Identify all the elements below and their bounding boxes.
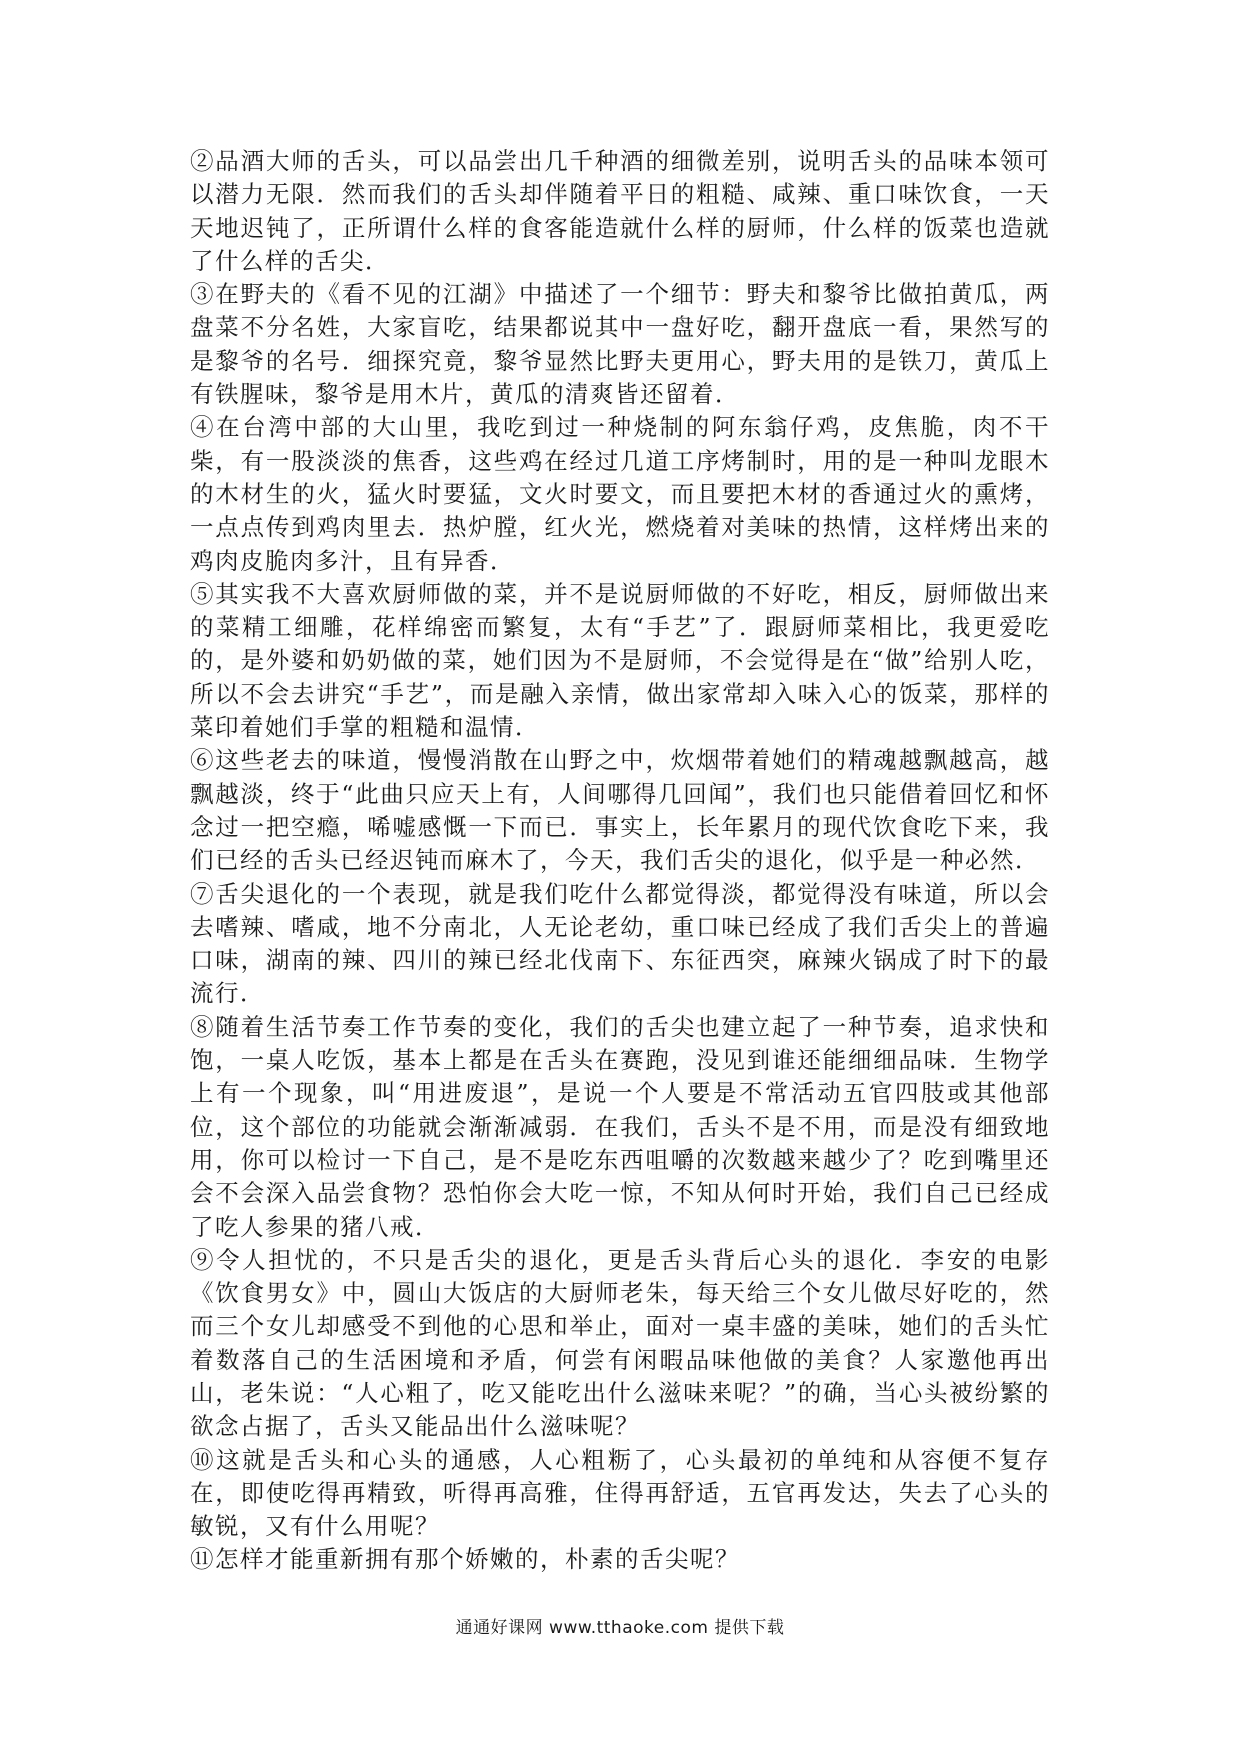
page-footer: 通通好课网 www.tthaoke.com 提供下载 (455, 1618, 785, 1638)
paragraph-2: ②品酒大师的舌头，可以品尝出几千种酒的细微差别，说明舌头的品味本领可以潜力无限．然而我们的舌头却伴随着平日的粗糙、咸辣、重口味饮食，一天天地迟钝了，正所谓什么样的食客能造就什么样的厨师，什么样的饭菜也造就了什么样的舌尖． (190, 147, 1050, 275)
paragraph-6: ⑥这些老去的味道，慢慢消散在山野之中，炊烟带着她们的精魂越飘越高，越飘越淡，终于“此曲只应天上有，人间哪得几回闻”，我们也只能借着回忆和怀念过一把空瘾，唏嘘感慨一下而已．事实上，长年累月的现代饮食吃下来，我们已经的舌头已经迟钝而麻木了，今天，我们舌尖的退化，似乎是一种必然． (190, 746, 1050, 875)
paragraph-5: ⑤其实我不大喜欢厨师做的菜，并不是说厨师做的不好吃，相反，厨师做出来的菜精工细雕，花样绵密而繁复，太有“手艺”了．跟厨师菜相比，我更爱吃的，是外婆和奶奶做的菜，她们因为不是厨师，不会觉得是在“做”给别人吃，所以不会去讲究“手艺”，而是融入亲情，做出家常却入味入心的饭菜，那样的菜印着她们手掌的粗糙和温情． (190, 579, 1050, 742)
paragraph-3: ③在野夫的《看不见的江湖》中描述了一个细节：野夫和黎爷比做拍黄瓜，两盘菜不分名姓，大家盲吃，结果都说其中一盘好吃，翻开盘底一看，果然写的是黎爷的名号．细探究竟，黎爷显然比野夫更用心，野夫用的是铁刀，黄瓜上有铁腥味，黎爷是用木片，黄瓜的清爽皆还留着． (190, 280, 1050, 409)
paragraph-8: ⑧随着生活节奏工作节奏的变化，我们的舌尖也建立起了一种节奏，追求快和饱，一桌人吃饭，基本上都是在舌头在赛跑，没见到谁还能细细品味．生物学上有一个现象，叫“用进废退”，是说一个人要是不常活动五官四肢或其他部位，这个部位的功能就会渐渐减弱．在我们，舌头不是不用，而是没有细致地用，你可以检讨一下自己，是不是吃东西咀嚼的次数越来越少了？吃到嘴里还会不会深入品尝食物？恐怕你会大吃一惊，不知从何时开始，我们自己已经成了吃人参果的猪八戒． (190, 1012, 1050, 1241)
paragraph-9: ⑨令人担忧的，不只是舌尖的退化，更是舌头背后心头的退化．李安的电影《饮食男女》中，圆山大饭店的大厨师老朱，每天给三个女儿做尽好吃的，然而三个女儿却感受不到他的心思和举止，面对一桌丰盛的美味，她们的舌头忙着数落自己的生活困境和矛盾，何尝有闲暇品味他做的美食？人家邀他再出山，老朱说：“人心粗了，吃又能吃出什么滋味来呢？”的确，当心头被纷繁的欲念占据了，舌头又能品出什么滋味呢？ (190, 1245, 1050, 1441)
paragraph-10: ⑩这就是舌头和心头的通感，人心粗粝了，心头最初的单纯和从容便不复存在，即使吃得再精致，听得再高雅，住得再舒适，五官再发达，失去了心头的敏锐，又有什么用呢？ (190, 1445, 1050, 1541)
paragraph-7: ⑦舌尖退化的一个表现，就是我们吃什么都觉得淡，都觉得没有味道，所以会去嗜辣、嗜咸，地不分南北，人无论老幼，重口味已经成了我们舌尖上的普遍口味，湖南的辣、四川的辣已经北伐南下、东征西突，麻辣火锅成了时下的最流行． (190, 879, 1050, 1008)
article-body (190, 145, 1050, 1577)
paragraph-11: ⑪怎样才能重新拥有那个娇嫩的，朴素的舌尖呢？ (190, 1545, 740, 1574)
paragraph-4: ④在台湾中部的大山里，我吃到过一种烧制的阿东翁仔鸡，皮焦脆，肉不干柴，有一股淡淡的焦香，这些鸡在经过几道工序烤制时，用的是一种叫龙眼木的木材生的火，猛火时要猛，文火时要文，而且要把木材的香通过火的熏烤，一点点传到鸡肉里去．热炉膛，红火光，燃烧着对美味的热情，这样烤出来的鸡肉皮脆肉多汁，且有异香． (190, 413, 1050, 575)
